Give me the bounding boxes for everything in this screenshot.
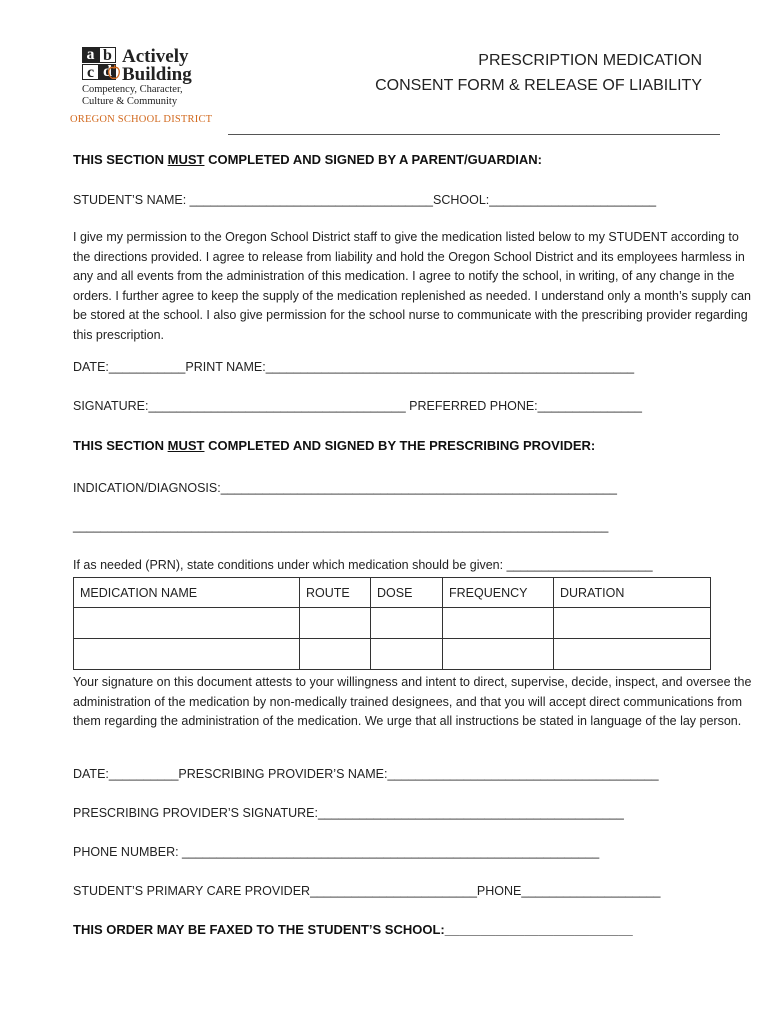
logo-letter-a: a [82, 47, 99, 63]
table-cell[interactable] [443, 639, 554, 670]
date-print-name-field[interactable]: DATE:___________PRINT NAME:_____________________________________________________ [73, 360, 635, 374]
table-row [74, 639, 711, 670]
provider-signature-field[interactable]: PRESCRIBING PROVIDER’S SIGNATURE:____________________________________________ [73, 806, 624, 820]
primary-care-provider-field[interactable]: STUDENT’S PRIMARY CARE PROVIDER________________________PHONE____________________ [73, 884, 661, 898]
attestation-paragraph: Your signature on this document attests to your willingness and intent to direct, supervise, decide, inspect, and oversee the administration of the medication by non-medically trained designees, and that you will accept direct communications from them regarding the administration of the medication. We urge that all instructions be stated in language of the lay person. [73, 675, 752, 728]
table-header-row [74, 578, 711, 608]
col-duration: DURATION [554, 578, 711, 608]
date-provider-name-field[interactable]: DATE:__________PRESCRIBING PROVIDER’S NAME:_______________________________________ [73, 767, 659, 781]
prn-conditions-field[interactable]: If as needed (PRN), state conditions under which medication should be given: _____________________ [73, 558, 653, 572]
logo-letter-d: d [99, 64, 116, 80]
logo-tagline-2: Culture & Community [82, 96, 178, 107]
table-cell[interactable] [554, 608, 711, 639]
table-cell[interactable] [74, 639, 300, 670]
phone-number-field[interactable]: PHONE NUMBER: ____________________________________________________________ [73, 845, 600, 859]
table-cell[interactable] [371, 639, 443, 670]
signature-phone-field[interactable]: SIGNATURE:_____________________________________ PREFERRED PHONE:_______________ [73, 399, 642, 413]
title-divider [228, 134, 720, 135]
logo-letter-c: c [82, 64, 99, 80]
form-title-line-2: CONSENT FORM & RELEASE OF LIABILITY [375, 77, 702, 94]
table-row [74, 608, 711, 639]
logo-tagline-1: Competency, Character, [82, 84, 183, 95]
logo-word-actively: Actively [122, 46, 189, 67]
table-cell[interactable] [443, 608, 554, 639]
logo-word-building: Building [122, 64, 192, 85]
col-frequency: FREQUENCY [443, 578, 554, 608]
table-cell[interactable] [554, 639, 711, 670]
student-name-school-field[interactable]: STUDENT’S NAME: ___________________________________SCHOOL:________________________ [73, 193, 657, 207]
table-cell[interactable] [300, 608, 371, 639]
medication-table [73, 577, 711, 670]
col-medication-name: MEDICATION NAME [74, 578, 300, 608]
col-dose: DOSE [371, 578, 443, 608]
apple-icon [107, 64, 121, 80]
table-cell[interactable] [74, 608, 300, 639]
consent-paragraph: I give my permission to the Oregon School District staff to give the medication listed below to my STUDENT according to the directions provided. I agree to release from liability and hold the Oregon School District and its employees harmless in any and all events from the administration of this medication. I agree to notify the school, in writing, of any change in the orders. I further agree to keep the supply of the medication replenished as needed. I understand only a month’s supply can be stored at the school. I also give permission for the school nurse to communicate with the prescribing provider regarding this prescription. [73, 230, 751, 342]
logo-district: OREGON SCHOOL DISTRICT [70, 114, 213, 125]
table-cell[interactable] [371, 608, 443, 639]
indication-continuation-field[interactable]: _____________________________________________________________________________ [73, 519, 609, 533]
fax-school-field[interactable]: THIS ORDER MAY BE FAXED TO THE STUDENT’S SCHOOL:__________________________ [73, 922, 633, 937]
parent-section-heading: THIS SECTION MUST COMPLETED AND SIGNED BY A PARENT/GUARDIAN: [73, 152, 542, 167]
form-title-line-1: PRESCRIPTION MEDICATION [478, 52, 702, 69]
col-route: ROUTE [300, 578, 371, 608]
provider-section-heading: THIS SECTION MUST COMPLETED AND SIGNED BY THE PRESCRIBING PROVIDER: [73, 438, 596, 453]
table-cell[interactable] [300, 639, 371, 670]
indication-diagnosis-field[interactable]: INDICATION/DIAGNOSIS:_________________________________________________________ [73, 481, 617, 495]
logo-letter-b: b [99, 47, 116, 63]
